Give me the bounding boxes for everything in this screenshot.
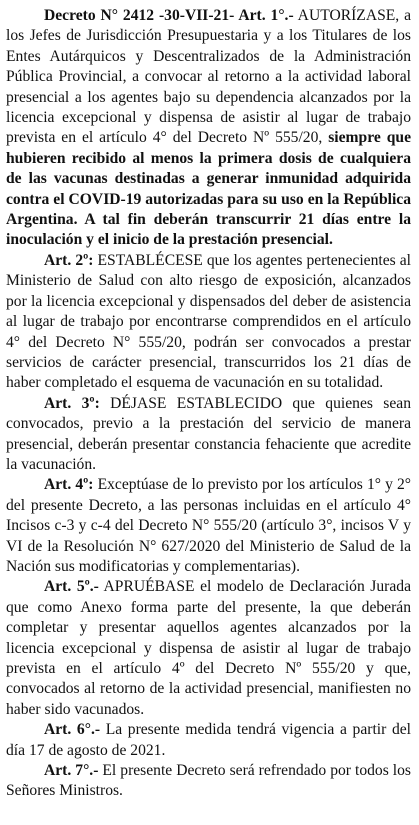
article-5-text: APRUÉBASE el modelo de Declaración Jurada que como Anexo forma parte del presente, la que deberán completar y presentar aquellos agentes alcanzados por la licencia excepcional y dispensa de asistir al lugar de trabajo prevista en el artículo 4º del Decreto Nº 555/20 y que, convocados al retorno de la actividad presencial, manifiesten no haber sido vacunados. <box>6 578 411 718</box>
article-2-label: Art. 2º: <box>44 251 94 269</box>
article-6-label: Art. 6°.- <box>44 721 101 739</box>
article-6-text: La presente medida tendrá vigencia a partir del día 17 de agosto de 2021. <box>6 721 411 759</box>
article-3-label: Art. 3º: <box>44 394 100 412</box>
decree-document <box>6 6 411 802</box>
article-1-bold-text: siempre que hubieren recibido al menos la primera dosis de cualquiera de las vacunas destinadas a generar inmunidad adquirida contra el COVID-19 autorizadas para su uso en la República Argentina. A tal fin deberán transcurrir 21 días entre la inoculación y el inicio de la prestación presencial. <box>6 129 411 249</box>
article-3-text: DÉJASE ESTABLECIDO que quienes sean convocados, previo a la prestación del servicio de manera presencial, deberán presentar constancia fehaciente que acredite la vacunación. <box>6 394 411 473</box>
decree-heading: Decreto N° 2412 -30-VII-21- Art. 1°.- <box>44 7 294 24</box>
article-5-paragraph <box>6 577 411 720</box>
article-5-label: Art. 5º.- <box>44 578 99 596</box>
article-1-paragraph <box>6 6 411 251</box>
article-4-label: Art. 4º: <box>44 476 94 494</box>
article-2-text: ESTABLÉCESE que los agentes pertenecientes al Ministerio de Salud con alto riesgo de exposición, alcanzados por la licencia excepcional y dispensados del deber de asistencia al lugar de trabajo por encontrarse comprendidos en el artículo 4° del Decreto N° 555/20, podrán ser convocados a prestar servicios de carácter presencial, transcurridos los 21 días de haber completado el esquema de vacunación en su totalidad. <box>6 251 411 392</box>
article-2-paragraph <box>6 251 411 394</box>
article-3-paragraph <box>6 394 411 476</box>
article-7-paragraph <box>6 761 411 802</box>
article-4-text: Exceptúase de lo previsto por los artículos 1° y 2° del presente Decreto, a las personas incluidas en el artículo 4° Incisos c-3 y c-4 del Decreto N° 555/20 (artículo 3°, incisos V y VI de la Resolución N° 627/2020 del Ministerio de Salud de la Nación sus modificatorias y complementarias). <box>6 476 411 575</box>
article-7-text: El presente Decreto será refrendado por todos los Señores Ministros. <box>6 762 411 800</box>
article-6-paragraph <box>6 720 411 761</box>
article-1-text: AUTORÍZASE, a los Jefes de Jurisdicción Presupuestaria y a los Titulares de los Entes Autárquicos y Descentralizados de la Administración Pública Provincial, a convocar al retorno a la actividad laboral presencial a los agentes bajo su dependencia alcanzados por la licencia excepcional y dispensa de asistir al lugar de trabajo prevista en el artículo 4° del Decreto Nº 555/20, <box>6 7 411 147</box>
article-4-paragraph <box>6 475 411 577</box>
article-7-label: Art. 7°.- <box>44 762 99 780</box>
